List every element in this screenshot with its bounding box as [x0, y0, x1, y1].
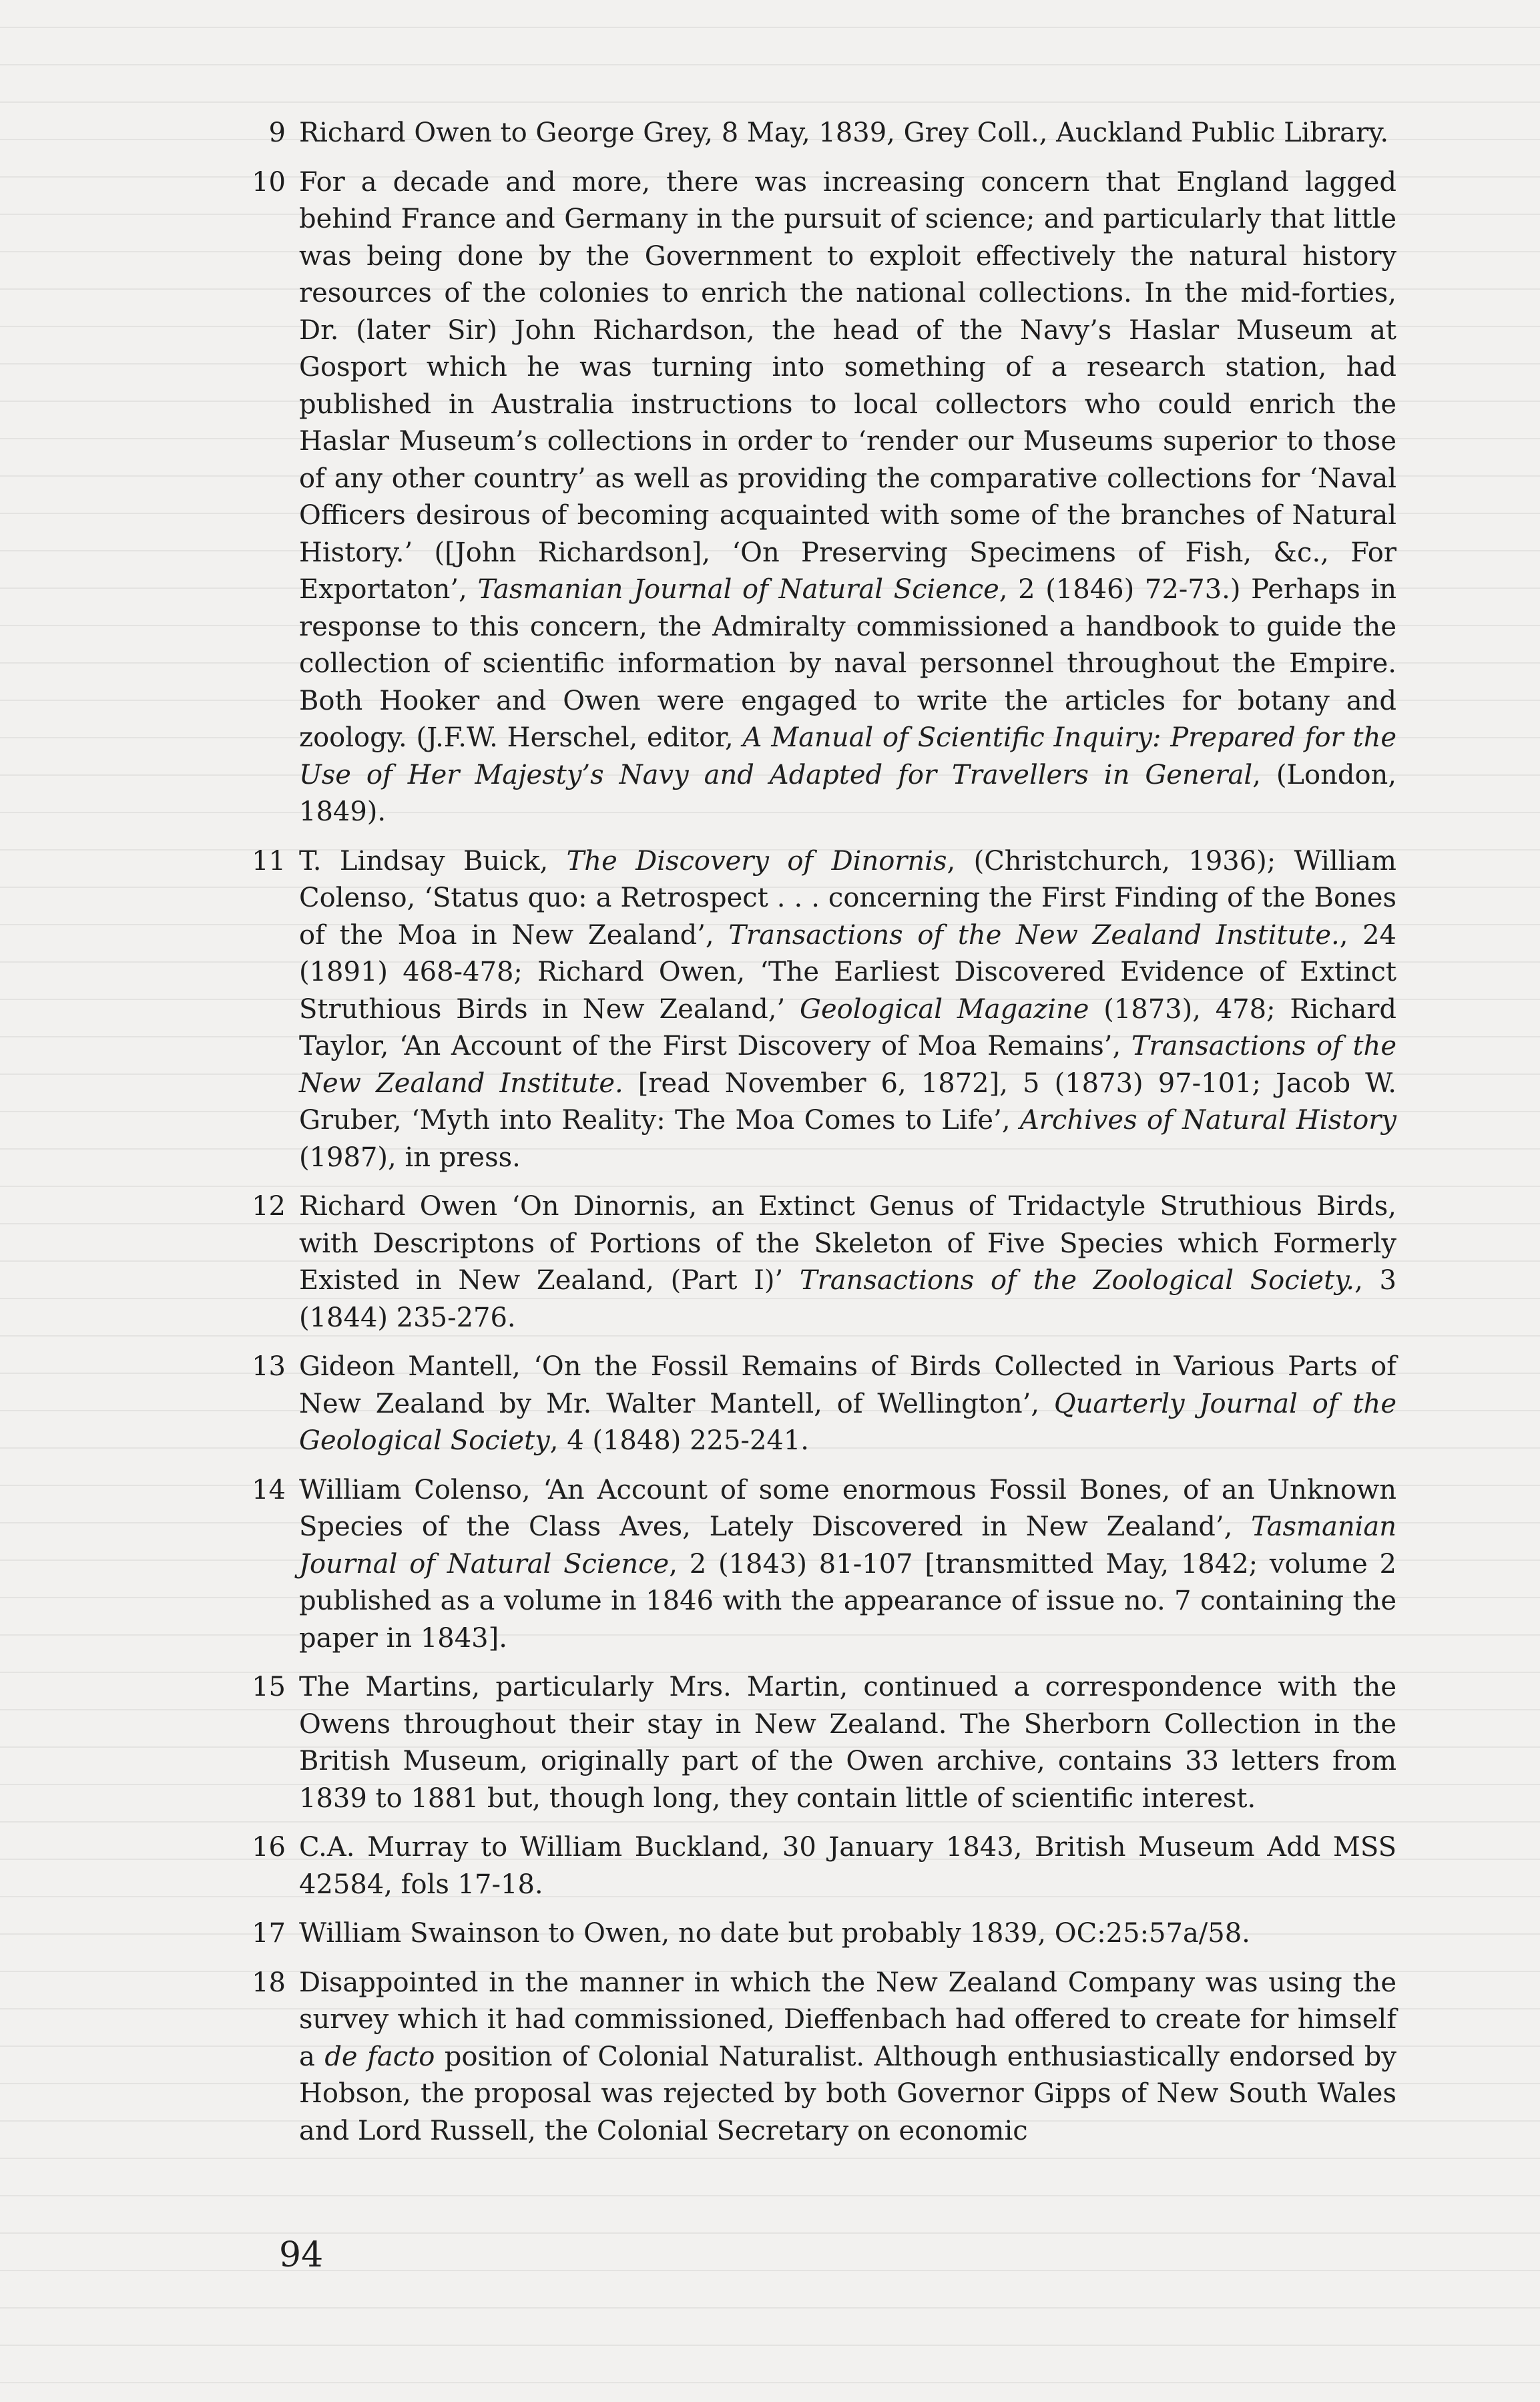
endnote-text: For a decade and more, there was increasing concern that England lagged behind France and Germany in the pursuit of science; and particularly that little was being done by the Government to exploit effectively the natural history resources of the colonies to enrich the national collections. In the mid-forties, Dr. (later Sir) John Richardson, the head of the Navy’s Haslar Museum at Gosport which he was turning into something of a research station, had published in Australia instructions to local collectors who could enrich the Haslar Museum’s collections in order to ‘render our Museums superior to those of any other country’ as well as providing the comparative collections for ‘Naval Officers desirous of becoming acquainted with some of the branches of Natural History.’ ([John Richardson], ‘On Preserving Specimens of Fish, &c., For Exportaton’, Tasmanian Journal of Natural Science, 2 (1846) 72-73.) Perhaps in response to this concern, the Admiralty commissioned a handbook to guide the collection of scientific information by naval personnel throughout the Empire. Both Hooker and Owen were engaged to write the articles for botany and zoology. (J.F.W. Herschel, editor, A Manual of Scientific Inquiry: Prepared for the Use of Her Majesty’s Navy and Adapted for Travellers in General, (London, 1849). [299, 166, 1397, 827]
endnote-number: 16 [252, 1832, 286, 1863]
endnote-13 [252, 1349, 1396, 1460]
endnote-text: C.A. Murray to William Buckland, 30 January 1843, British Museum Add MSS 42584, fols 17-18. [299, 1832, 1396, 1900]
endnote-12 [252, 1188, 1396, 1337]
endnote-text: The Martins, particularly Mrs. Martin, continued a correspondence with the Owens throughout their stay in New Zealand. The Sherborn Collection in the British Museum, originally part of the Owen archive, contains 33 letters from 1839 to 1881 but, though long, they contain little of scientific interest. [299, 1672, 1396, 1814]
endnote-14 [252, 1472, 1396, 1658]
endnote-number: 17 [252, 1918, 286, 1949]
endnote-number: 10 [252, 166, 286, 198]
endnote-text: Richard Owen ‘On Dinornis, an Extinct Genus of Tridactyle Struthious Birds, with Descriptons of Portions of the Skeleton of Five Species which Formerly Existed in New Zealand, (Part I)’ Transactions of the Zoological Society., 3 (1844) 235-276. [299, 1191, 1396, 1333]
endnote-17 [252, 1915, 1396, 1953]
endnote-text: William Colenso, ‘An Account of some enormous Fossil Bones, of an Unknown Species of the Class Aves, Lately Discovered in New Zealand’, Tasmanian Journal of Natural Science, 2 (1843) 81-107 [transmitted May, 1842; volume 2 published as a volume in 1846 with the appearance of issue no. 7 containing the paper in 1843]. [299, 1474, 1396, 1654]
endnote-number: 15 [252, 1672, 286, 1702]
endnote-9 [262, 115, 1396, 152]
endnote-11 [252, 843, 1397, 1177]
endnote-number: 9 [268, 117, 286, 148]
endnote-number: 14 [252, 1474, 286, 1505]
endnotes-list [252, 115, 1397, 2162]
endnote-18 [252, 1965, 1397, 2150]
endnote-number: 13 [252, 1351, 286, 1382]
endnote-number: 12 [252, 1191, 286, 1222]
endnote-16 [252, 1829, 1396, 1903]
endnote-number: 18 [252, 1967, 286, 1998]
endnote-text: Gideon Mantell, ‘On the Fossil Remains of Birds Collected in Various Parts of New Zealand by Mr. Walter Mantell, of Wellington’, Quarterly Journal of the Geological Society, 4 (1848) 225-241. [299, 1351, 1396, 1456]
endnote-number: 11 [252, 845, 286, 877]
endnote-15 [252, 1669, 1396, 1817]
endnote-text: Disappointed in the manner in which the New Zealand Company was using the survey which it had commissioned, Dieffenbach had offered to create for himself a de facto position of Colonial Naturalist. Although enthusiastically endorsed by Hobson, the proposal was rejected by both Governor Gipps of New South Wales and Lord Russell, the Colonial Secretary on economic [299, 1967, 1397, 2146]
page-number: 94 [279, 2235, 324, 2275]
endnote-text: Richard Owen to George Grey, 8 May, 1839, Grey Coll., Auckland Public Library. [299, 117, 1389, 148]
endnote-10 [252, 164, 1397, 831]
endnote-text: T. Lindsay Buick, The Discovery of Dinornis, (Christchurch, 1936); William Colenso, ‘Status quo: a Retrospect . . . concerning the First Finding of the Bones of the Moa in New Zealand’, Transactions of the New Zealand Institute., 24 (1891) 468-478; Richard Owen, ‘The Earliest Discovered Evidence of Extinct Struthious Birds in New Zealand,’ Geological Magazine (1873), 478; Richard Taylor, ‘An Account of the First Discovery of Moa Remains’, Transactions of the New Zealand Institute. [read November 6, 1872], 5 (1873) 97-101; Jacob W. Gruber, ‘Myth into Reality: The Moa Comes to Life’, Archives of Natural History (1987), in press. [299, 845, 1397, 1173]
endnote-text: William Swainson to Owen, no date but probably 1839, OC:25:57a/58. [299, 1918, 1250, 1949]
